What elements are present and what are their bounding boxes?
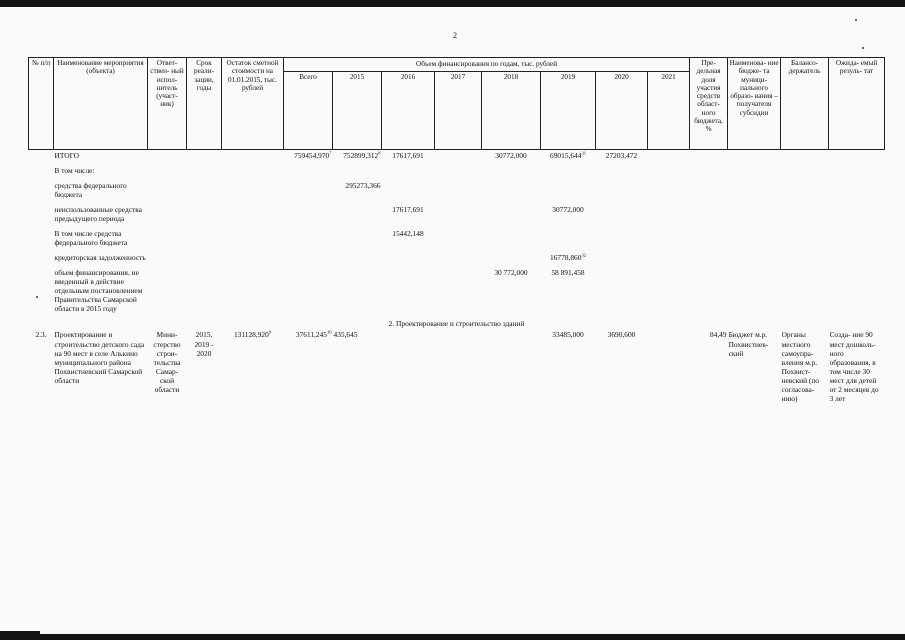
header-num: № п/п: [29, 58, 54, 150]
itogo-2015: 752899,312$^8$: [343, 150, 381, 160]
item-2-3-term: 2015, 2019 - 2020: [194, 330, 214, 358]
table-row-federal: [29, 180, 885, 200]
header-year-2015: 2015: [333, 72, 382, 150]
financing-table: [28, 57, 885, 404]
incl-federal-label: В том числе средства федерального бюджета: [54, 229, 128, 248]
not-enacted-2018: 30 772,000: [494, 268, 528, 278]
item-2-3-executor: Мини- стерство строи- тельства Самар- ской области: [153, 330, 181, 394]
header-year-2021: 2021: [648, 72, 690, 150]
table-row-not-enacted: [29, 267, 885, 314]
itogo-label: ИТОГО: [54, 151, 80, 160]
page-number: 2: [453, 31, 457, 40]
scan-speck: [862, 47, 864, 49]
item-2-3-balance: 131128,920$^9$: [233, 330, 272, 340]
table-row-debt: [29, 252, 885, 263]
table-row-incl-federal: [29, 228, 885, 248]
item-2-3-2020: 3690,600: [607, 330, 636, 340]
table-row-itogo: [29, 150, 885, 162]
item-2-3-share: 84,49: [709, 330, 727, 340]
header-share: Пре- дельная доля участия средств област- ного бюджета, %: [690, 58, 728, 150]
scan-edge-top: [0, 0, 905, 7]
header-year-2019: 2019: [541, 72, 596, 150]
item-2-3-name: Проектирование и строительство детского сада на 90 мест в селе Алькино муниципального района Похвистневский Самарской области: [54, 330, 145, 385]
header-holder: Балансо- держатель: [781, 58, 829, 150]
table-row-incl: [29, 165, 885, 176]
incl-label: В том числе:: [54, 166, 95, 176]
itogo-2019: 69015,644$^{31}$: [550, 150, 586, 160]
table-header: [29, 58, 885, 150]
scan-edge-bottom-left: [0, 631, 40, 640]
section-2-title: 2. Проектирование и строительство зданий: [388, 319, 525, 329]
item-2-3-2019: 33485,000: [552, 330, 584, 340]
unused-2019: 30772,000: [552, 205, 584, 215]
header-year-2018: 2018: [482, 72, 541, 150]
itogo-total: 759454,970$^7$: [294, 150, 332, 160]
federal-label: средства федерального бюджета: [54, 181, 127, 200]
scan-edge-bottom: [0, 634, 905, 640]
itogo-2018: 30772,000: [495, 151, 527, 160]
item-2-3-recipient: Бюджет м.р. Похвистнев- ский: [728, 330, 769, 358]
header-total: Всего: [284, 72, 333, 150]
item-2-3-result: Созда- ние 90 мест дошколь- ного образования, в том числе 30 мест для детей от 2 месяцев до 3 лет: [829, 330, 879, 403]
table-row-unused: [29, 204, 885, 224]
table-row-item-2-3: [29, 329, 885, 403]
itogo-2020: 27203,472: [605, 151, 638, 160]
incl-federal-2016: 15442,148: [392, 229, 424, 239]
header-year-2017: 2017: [435, 72, 482, 150]
item-2-3-holder: Органы местного самоупра- вления м.р. Похвист- невский (по согласова- нию): [781, 330, 819, 403]
unused-2016: 17617,691: [392, 205, 424, 215]
table-row-section-2: [29, 318, 885, 329]
header-year-2016: 2016: [382, 72, 435, 150]
debt-label: кредиторская задолженность: [54, 253, 146, 263]
item-2-3-2015: 435,645: [333, 330, 358, 340]
header-term: Срок реали- зации, годы: [187, 58, 222, 150]
itogo-2016: 17617,691: [392, 151, 424, 160]
item-2-3-num: 2.3.: [35, 330, 47, 340]
not-enacted-2019: 58 891,458: [551, 268, 585, 278]
federal-2015: 295273,366: [345, 181, 381, 191]
scan-speck: [855, 19, 857, 21]
unused-label: неиспользованные средства предыдущего периода: [54, 205, 142, 224]
item-2-3-total: 37611,245$^{10}$: [295, 330, 332, 340]
header-balance: Остаток сметной стоимости на 01.01.2015, тыс. рублей: [222, 58, 284, 150]
debt-2019: 16778,860$^{32}$: [550, 252, 586, 263]
header-result: Ожида- емый резуль- тат: [829, 58, 885, 150]
not-enacted-label: объем финансирования, не введенный в действие отдельным постановлением Правительства Самарской области в 2015 году: [54, 268, 143, 314]
header-year-2020: 2020: [596, 72, 648, 150]
header-executor: Ответ- ствен- ный испол- нитель (участ- ник): [148, 58, 187, 150]
header-volume-group: Объем финансирования по годам, тыс. рублей: [284, 58, 690, 72]
header-recipient: Наименова- ние бюдже- та муници- пального образо- вания – получателя субсидии: [728, 58, 781, 150]
header-name: Наименование мероприятия (объекта): [54, 58, 148, 150]
